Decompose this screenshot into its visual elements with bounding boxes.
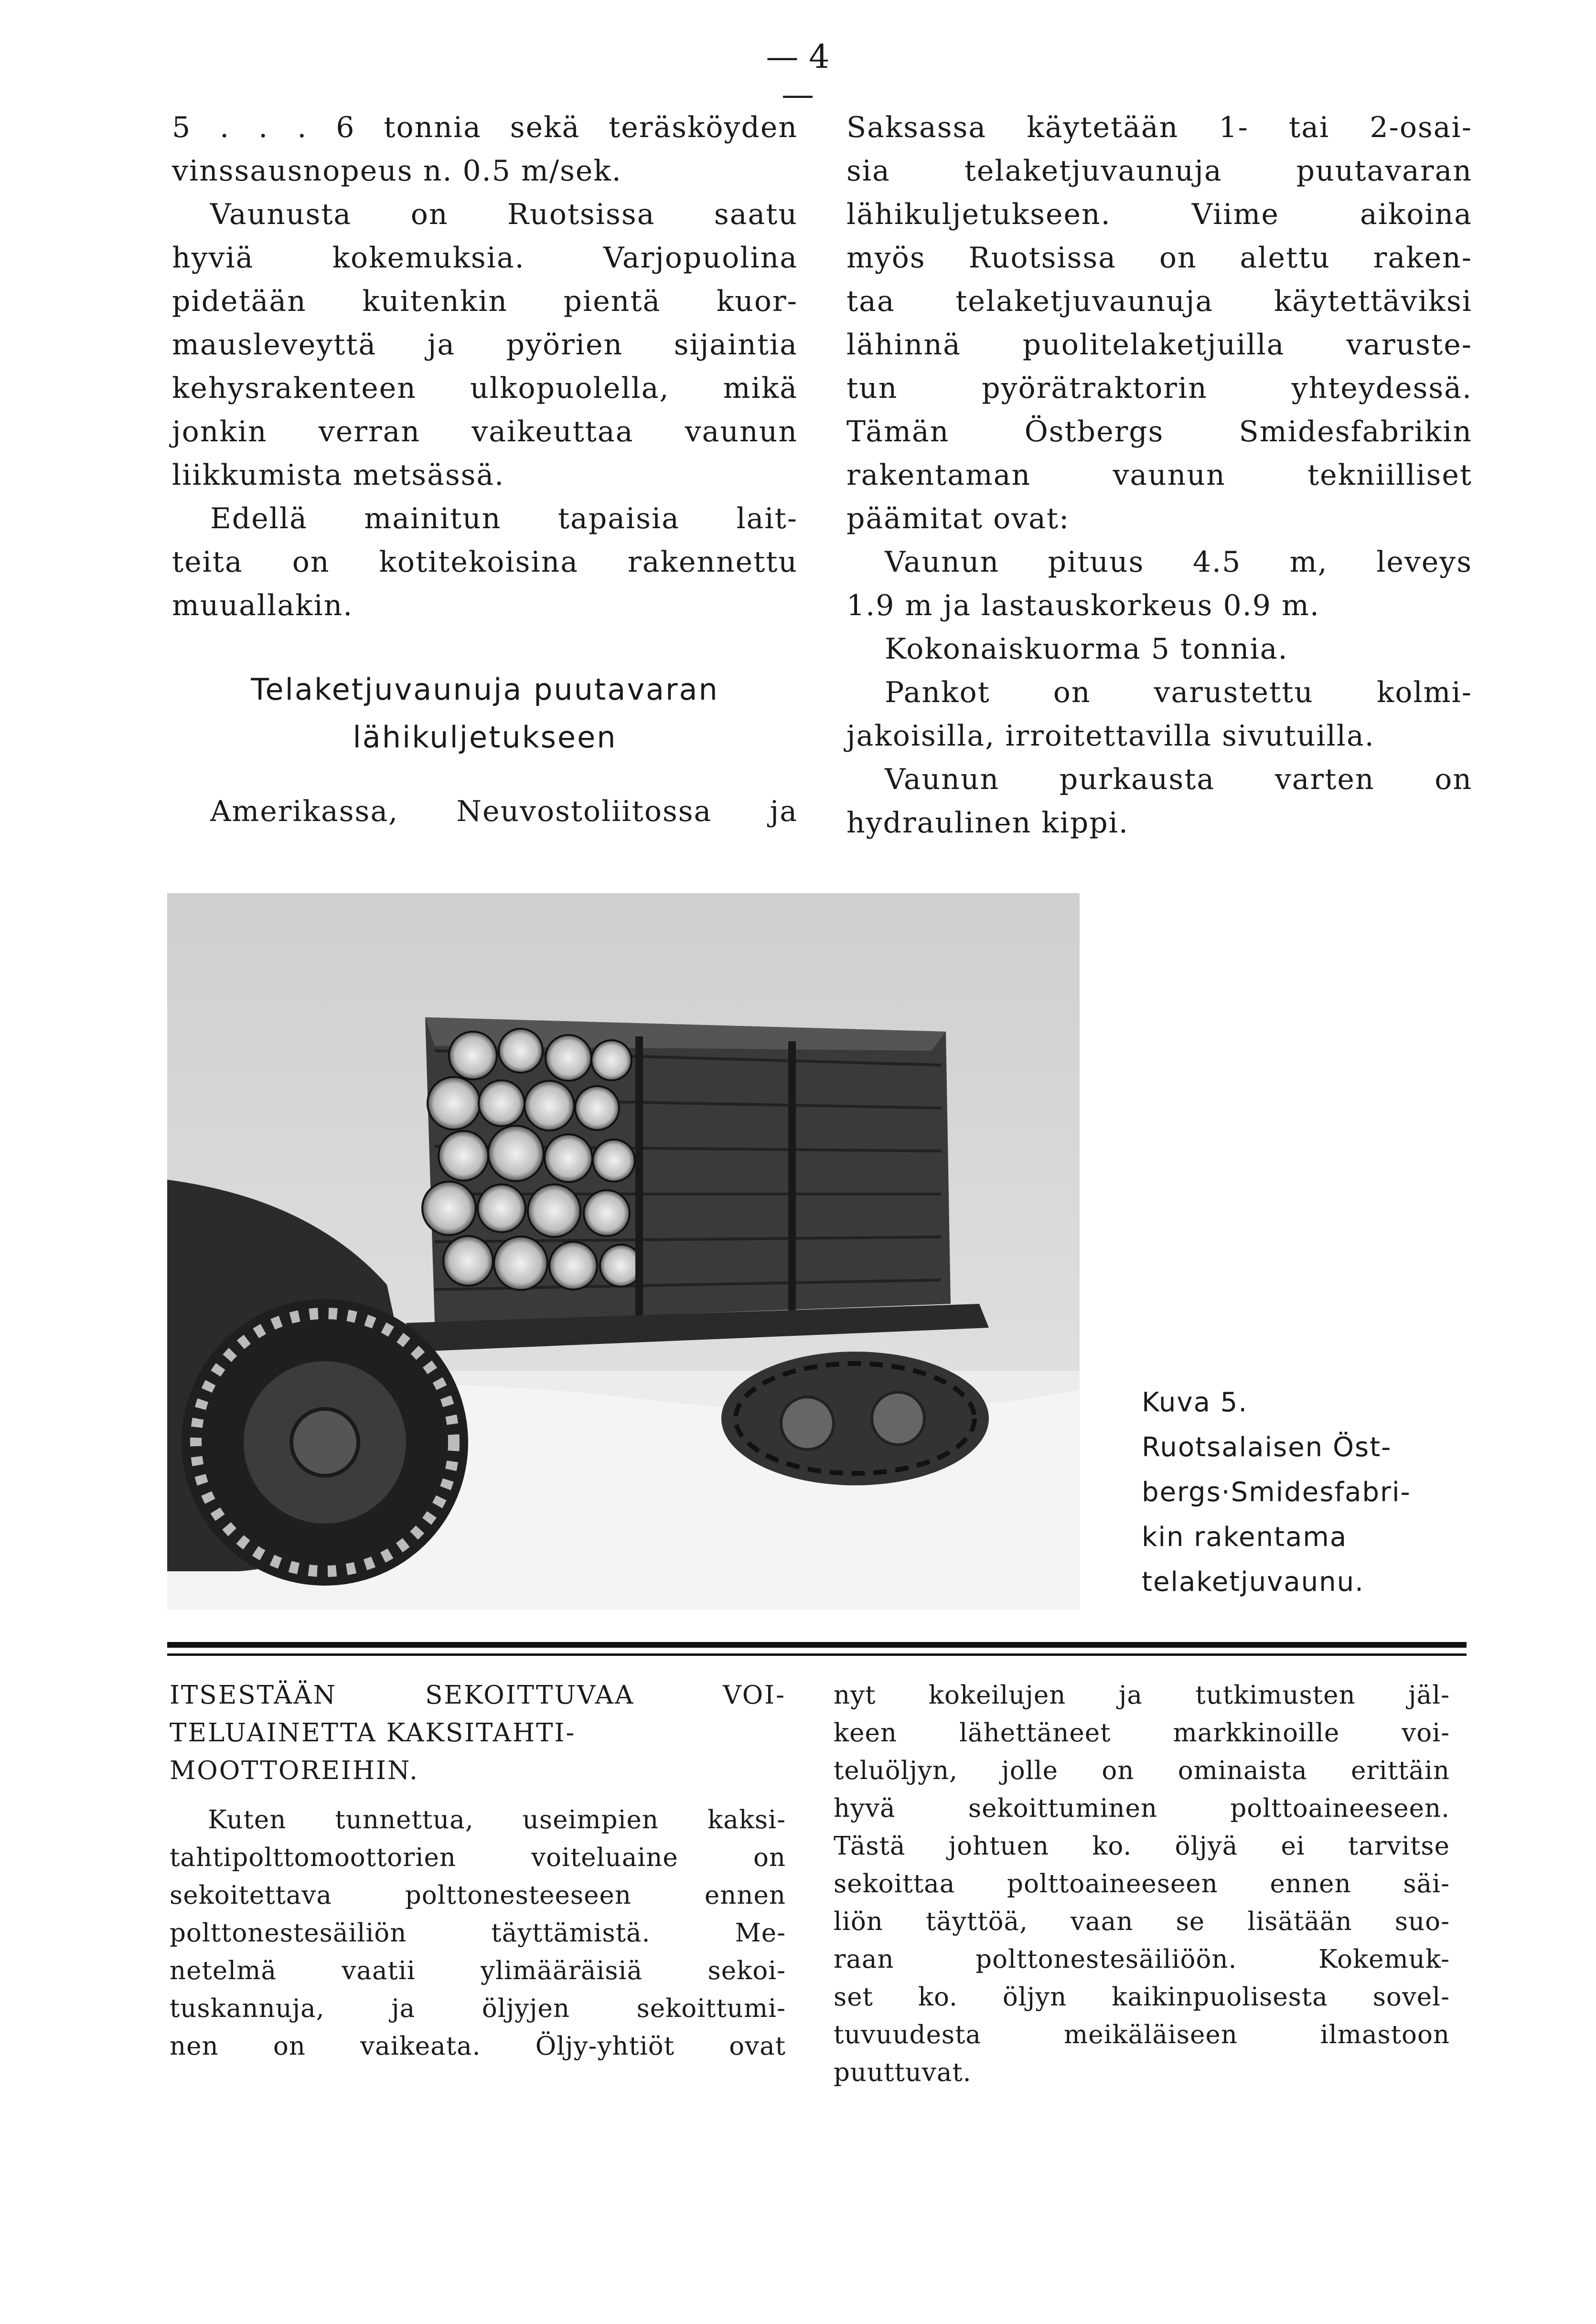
text-line: Tämän Östbergs Smidesfabrikin — [846, 415, 1472, 448]
spec-line: Vaunun purkausta varten on — [885, 763, 1472, 796]
text-line: set ko. öljyn kaikinpuolisesta sovel- — [834, 1983, 1450, 2012]
text-line: Kuten tunnettua, useimpien kaksi- — [208, 1805, 786, 1834]
text-line: päämitat ovat: — [846, 502, 1070, 535]
heading-line: Telaketjuvaunuja puutavaran — [251, 672, 719, 707]
caption-line: Kuva 5. — [1142, 1387, 1248, 1418]
caption-line: Ruotsalaisen Öst- — [1142, 1432, 1392, 1463]
spec-line: 1.9 m ja lastauskorkeus 0.9 m. — [846, 589, 1320, 622]
spec-line: Pankot on varustettu kolmi- — [885, 676, 1472, 709]
text-line: vinssausnopeus n. 0.5 m/sek. — [172, 154, 622, 188]
text-line: teluöljyn, jolle on ominaista erittäin — [834, 1756, 1450, 1785]
text-line: tuskannuja, ja öljyjen sekoittumi- — [170, 1994, 786, 2023]
text-line: sekoitettava polttonesteeseen ennen — [170, 1881, 786, 1910]
text-line: taa telaketjuvaunuja käytettäviksi — [846, 285, 1472, 318]
title-line: MOOTTOREIHIN. — [170, 1756, 419, 1785]
right-column-top — [846, 106, 1472, 845]
text-line: hyviä kokemuksia. Varjopuolina — [172, 241, 798, 275]
figure-caption — [1142, 1380, 1486, 1605]
text-line: tuvuudesta meikäläiseen ilmastoon — [834, 2020, 1450, 2049]
section-heading — [172, 666, 798, 761]
text-line: hyvä sekoittuminen polttoaineeseen. — [834, 1794, 1450, 1823]
heading-line: lähikuljetukseen — [353, 720, 617, 755]
text-line: lähinnä puolitelaketjuilla varuste- — [846, 328, 1472, 362]
text-line: puuttuvat. — [834, 2058, 972, 2087]
caption-line: kin rakentama — [1142, 1522, 1348, 1553]
text-line: Saksassa käytetään 1- tai 2-osai- — [846, 111, 1472, 144]
text-line: Vaunusta on Ruotsissa saatu — [210, 198, 798, 231]
text-line: teita on kotitekoisina rakennettu — [172, 545, 798, 579]
text-line: nyt kokeilujen ja tutkimusten jäl- — [834, 1681, 1450, 1710]
title-line: TELUAINETTA KAKSITAHTI- — [170, 1718, 576, 1748]
left-column-top — [172, 106, 798, 833]
text-line: Edellä mainitun tapaisia lait- — [210, 502, 798, 535]
caption-line: bergs·Smidesfabri- — [1142, 1477, 1411, 1508]
text-line: sekoittaa polttoaineeseen ennen säi- — [834, 1869, 1450, 1898]
text-line: 5 . . . 6 tonnia sekä teräsköyden — [172, 111, 798, 144]
text-line: Tästä johtuen ko. öljyä ei tarvitse — [834, 1832, 1450, 1861]
title-line: ITSESTÄÄN SEKOITTUVAA VOI- — [170, 1681, 786, 1710]
text-line: sia telaketjuvaunuja puutavaran — [846, 154, 1472, 188]
tracked-wagon-photo — [167, 893, 1080, 1610]
text-line: lähikuljetukseen. Viime aikoina — [846, 198, 1472, 231]
text-line: netelmä vaatii ylimääräisiä sekoi- — [170, 1956, 786, 1985]
section-divider — [167, 1653, 1467, 1656]
text-line: raan polttonestesäiliöön. Kokemuk- — [834, 1945, 1450, 1974]
spec-line: Kokonaiskuorma 5 tonnia. — [885, 632, 1288, 666]
page-number: — 4 — — [766, 38, 830, 114]
spec-line: jakoisilla, irroitettavilla sivutuilla. — [846, 719, 1375, 753]
text-line: tun pyörätraktorin yhteydessä. — [846, 372, 1472, 405]
text-line: mausleveyttä ja pyörien sijaintia — [172, 328, 798, 362]
news-title — [170, 1676, 786, 1790]
text-line: nen on vaikeata. Öljy-yhtiöt ovat — [170, 2032, 786, 2061]
text-line: tahtipolttomoottorien voiteluaine on — [170, 1843, 786, 1872]
text-line: liikkumista metsässä. — [172, 458, 505, 492]
text-line: keen lähettäneet markkinoille voi- — [834, 1718, 1450, 1748]
text-line: kehysrakenteen ulkopuolella, mikä — [172, 372, 798, 405]
text-line: pidetään kuitenkin pientä kuor- — [172, 285, 798, 318]
right-column-bottom — [834, 1676, 1450, 2091]
text-line: polttonestesäiliön täyttämistä. Me- — [170, 1919, 786, 1948]
caption-line: telaketjuvaunu. — [1142, 1567, 1364, 1598]
photo-illustration — [167, 893, 1080, 1610]
text-line: myös Ruotsissa on alettu raken- — [846, 241, 1472, 275]
text-line: liön täyttöä, vaan se lisätään suo- — [834, 1907, 1450, 1936]
spec-line: hydraulinen kippi. — [846, 806, 1129, 840]
text-line: jonkin verran vaikeuttaa vaunun — [172, 415, 798, 448]
text-line: muuallakin. — [172, 589, 353, 622]
spec-line: Vaunun pituus 4.5 m, leveys — [885, 545, 1472, 579]
text-line: Amerikassa, Neuvostoliitossa ja — [210, 795, 798, 828]
left-column-bottom — [170, 1676, 786, 2065]
section-divider — [167, 1642, 1467, 1648]
text-line: rakentaman vaunun tekniilliset — [846, 458, 1472, 492]
